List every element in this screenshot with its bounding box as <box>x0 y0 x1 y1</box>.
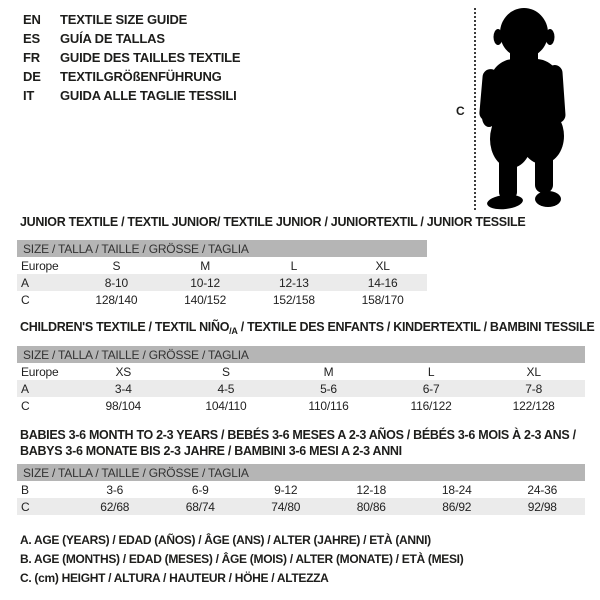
language-row <box>23 29 240 48</box>
table-cell: S <box>112 258 121 273</box>
height-dotted-line <box>474 8 476 210</box>
section-title-children <box>20 320 594 336</box>
row-label: C <box>21 292 30 307</box>
table-row <box>17 363 585 380</box>
table-cell: 10-12 <box>190 275 220 290</box>
row-label: C <box>21 499 30 514</box>
language-name: TEXTILE SIZE GUIDE <box>60 12 188 27</box>
table-cell: 6-7 <box>422 381 440 396</box>
language-code: FR <box>23 50 40 65</box>
table-cell: L <box>427 364 435 379</box>
language-row <box>23 67 240 86</box>
table-cell: L <box>290 258 298 273</box>
table-cell: 158/170 <box>361 292 404 307</box>
language-code: IT <box>23 88 35 103</box>
table-cell: S <box>221 364 230 379</box>
row-label: A <box>21 381 29 396</box>
section-title-children-suffix: / TEXTILE DES ENFANTS / KINDERTEXTIL / BAMBINI TESSILE <box>237 320 595 334</box>
table-cell: 4-5 <box>217 381 235 396</box>
size-table-babies <box>17 464 585 515</box>
size-table-header: SIZE / TALLA / TAILLE / GRÖSSE / TAGLIA <box>17 346 585 363</box>
table-cell: 62/68 <box>100 499 130 514</box>
baby-silhouette-icon <box>478 5 578 210</box>
section-title-children-prefix: CHILDREN'S TEXTILE / TEXTIL NIÑO <box>20 320 230 334</box>
table-row <box>17 380 585 397</box>
table-cell: 110/116 <box>308 398 349 413</box>
size-table-header: SIZE / TALLA / TAILLE / GRÖSSE / TAGLIA <box>17 240 427 257</box>
table-cell: 86/92 <box>442 499 472 514</box>
row-label: B <box>21 482 29 497</box>
row-label: Europe <box>21 258 59 273</box>
language-name: TEXTILGRÖßENFÜHRUNG <box>60 69 222 84</box>
table-cell: 128/140 <box>95 292 138 307</box>
language-name: GUÍA DE TALLAS <box>60 31 165 46</box>
language-name: GUIDA ALLE TAGLIE TESSILI <box>60 88 237 103</box>
table-cell: XL <box>526 364 541 379</box>
table-cell: 3-6 <box>106 482 124 497</box>
table-cell: 12-18 <box>356 482 387 497</box>
table-cell: 152/158 <box>272 292 315 307</box>
table-cell: 98/104 <box>105 398 142 413</box>
table-cell: 18-24 <box>441 482 472 497</box>
row-label: A <box>21 275 29 290</box>
section-title-junior: JUNIOR TEXTILE / TEXTIL JUNIOR/ TEXTILE JUNIOR / JUNIORTEXTIL / JUNIOR TESSILE <box>20 215 526 229</box>
language-list <box>23 10 240 105</box>
table-row <box>17 291 427 308</box>
table-cell: XS <box>115 364 132 379</box>
table-cell: 6-9 <box>191 482 209 497</box>
table-cell: 9-12 <box>274 482 298 497</box>
table-cell: 74/80 <box>271 499 301 514</box>
table-row <box>17 274 427 291</box>
table-cell: 104/110 <box>205 398 247 413</box>
table-cell: 3-4 <box>114 381 132 396</box>
footnotes <box>20 533 463 590</box>
section-title-children-subscript: /A <box>229 326 238 336</box>
section-title-babies <box>20 427 576 459</box>
table-cell: 80/86 <box>356 499 386 514</box>
footnote-line-c: C. (cm) HEIGHT / ALTURA / HAUTEUR / HÖHE / ALTEZZA <box>20 571 329 585</box>
table-cell: 140/152 <box>184 292 227 307</box>
table-row <box>17 498 585 515</box>
table-cell: 92/98 <box>527 499 557 514</box>
table-cell: 68/74 <box>185 499 215 514</box>
footnote-line-a: A. AGE (YEARS) / EDAD (AÑOS) / ÂGE (ANS) / ALTER (JAHRE) / ETÀ (ANNI) <box>20 533 431 547</box>
table-cell: 12-13 <box>279 275 309 290</box>
section-title-babies-line2: BABYS 3-6 MONATE BIS 2-3 JAHRE / BAMBINI 3-6 MESI A 2-3 ANNI <box>20 444 402 458</box>
table-cell: 116/122 <box>410 398 452 413</box>
footnote-line-b: B. AGE (MONTHS) / EDAD (MESES) / ÂGE (MOIS) / ALTER (MONATE) / ETÀ (MESI) <box>20 552 464 566</box>
language-code: DE <box>23 69 41 84</box>
table-cell: XL <box>375 258 390 273</box>
size-table-header: SIZE / TALLA / TAILLE / GRÖSSE / TAGLIA <box>17 464 585 481</box>
table-row <box>17 397 585 414</box>
table-cell: 122/128 <box>512 398 555 413</box>
language-row <box>23 86 240 105</box>
table-cell: 7-8 <box>525 381 543 396</box>
table-cell: M <box>200 258 211 273</box>
table-cell: 24-36 <box>527 482 558 497</box>
table-cell: M <box>323 364 334 379</box>
height-marker-label: C <box>456 104 465 118</box>
language-code: EN <box>23 12 41 27</box>
table-row <box>17 481 585 498</box>
section-title-babies-line1: BABIES 3-6 MONTH TO 2-3 YEARS / BEBÉS 3-6 MESES A 2-3 AÑOS / BÉBÉS 3-6 MOIS À 2-3 ANS / <box>20 428 576 442</box>
row-label: C <box>21 398 30 413</box>
table-cell: 5-6 <box>320 381 337 396</box>
table-cell: 14-16 <box>367 275 398 290</box>
row-label: Europe <box>21 364 59 379</box>
table-cell: 8-10 <box>104 275 128 290</box>
size-table-junior <box>17 240 427 308</box>
language-row <box>23 48 240 67</box>
size-table-children <box>17 346 585 414</box>
language-code: ES <box>23 31 40 46</box>
language-name: GUIDE DES TAILLES TEXTILE <box>60 50 241 65</box>
table-row <box>17 257 427 274</box>
language-row <box>23 10 240 29</box>
